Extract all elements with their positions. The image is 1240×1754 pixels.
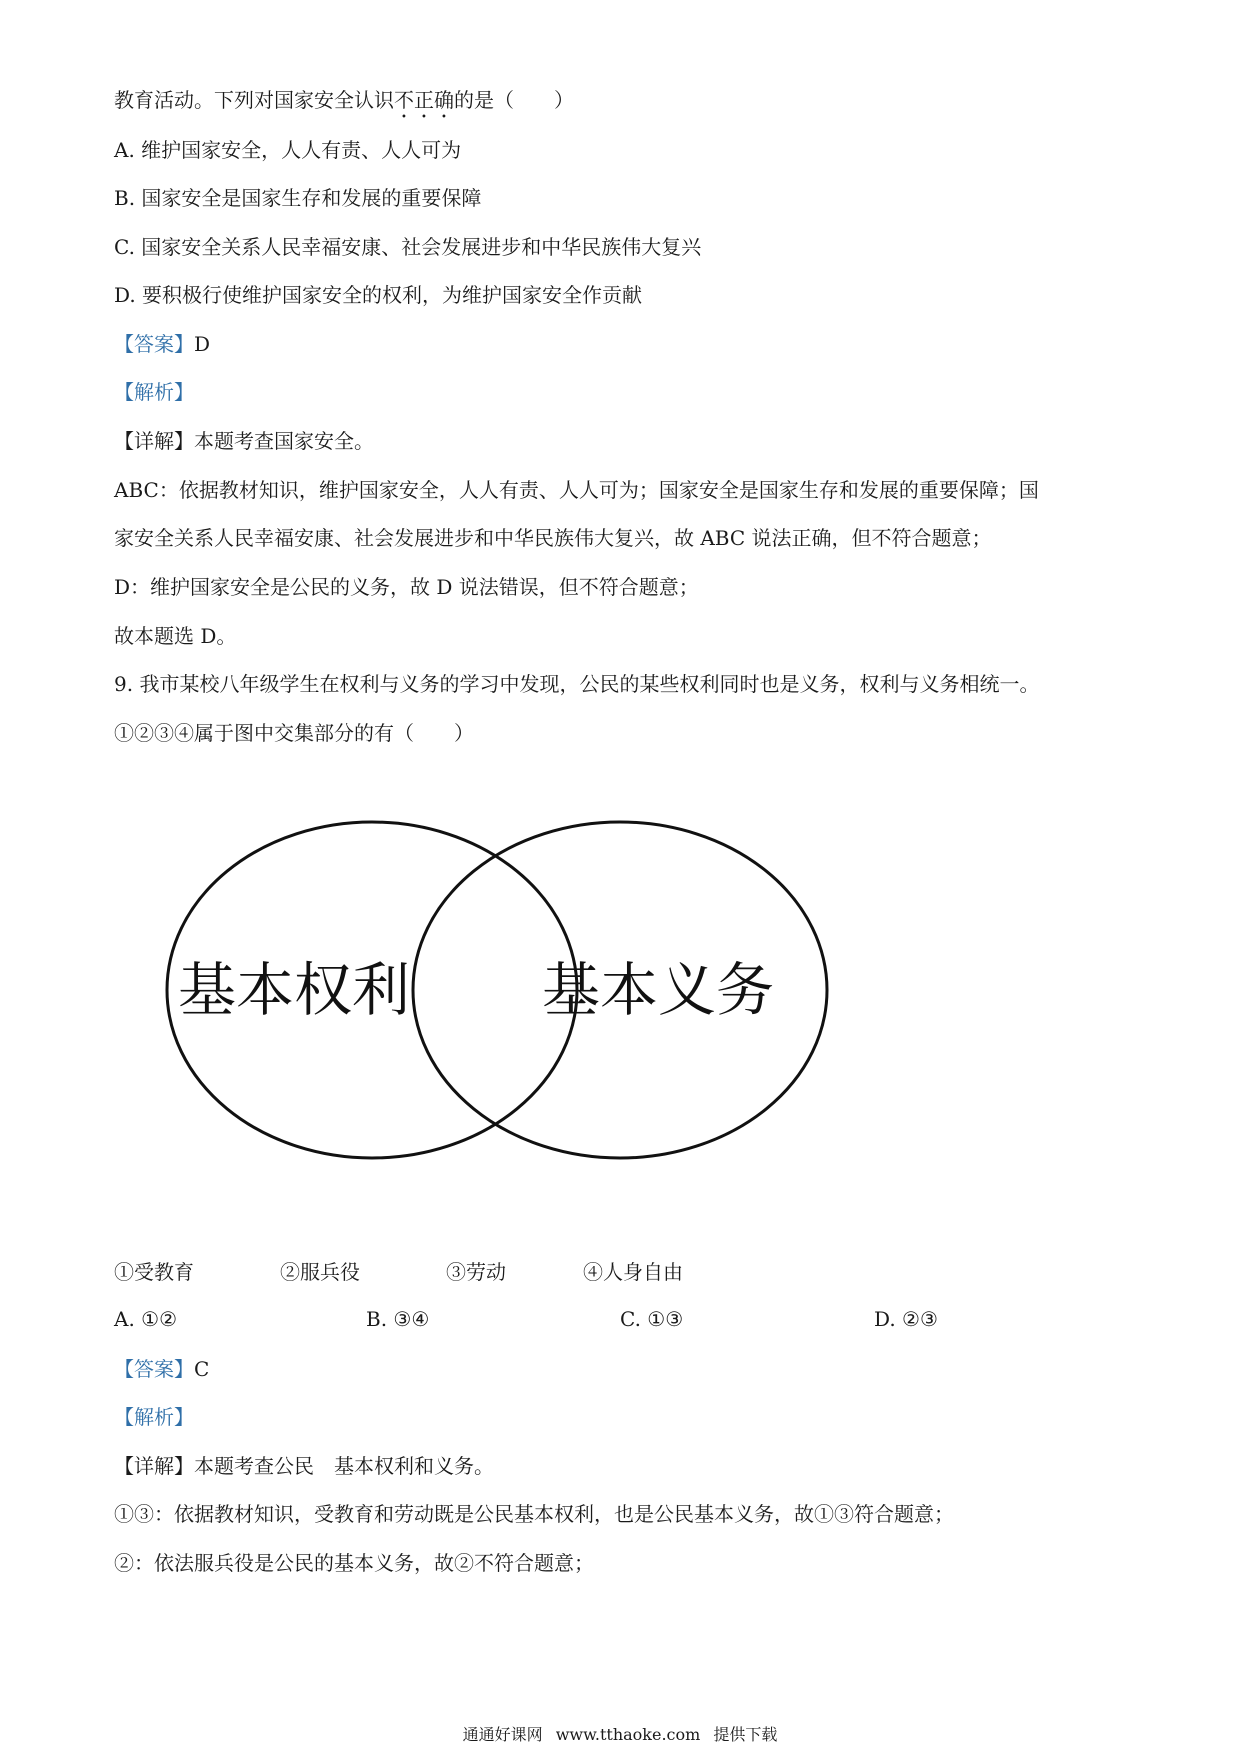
- q8-explanation-1: ABC：依据教材知识，维护国家安全，人人有责、人人可为；国家安全是国家生存和发展的重要保障；国: [114, 478, 1039, 502]
- q9-item-1: ①受教育: [114, 1260, 194, 1284]
- q9-option-b: B. ③④: [366, 1307, 430, 1331]
- q9-stem-line-1: 9. 我市某校八年级学生在权利与义务的学习中发现，公民的某些权利同时也是义务，权利与义务相统一。: [114, 672, 1040, 696]
- page-footer: [0, 1722, 1240, 1745]
- answer-tag: 【答案】: [114, 332, 194, 356]
- q8-option-b: B. 国家安全是国家生存和发展的重要保障: [114, 186, 482, 210]
- q9-explanation-1: ①③：依据教材知识，受教育和劳动既是公民基本权利，也是公民基本义务，故①③符合题意；: [114, 1502, 954, 1526]
- footer-site-name: 通通好课网: [462, 1725, 543, 1744]
- footer-url-link[interactable]: www.tthaoke.com: [555, 1725, 701, 1744]
- q8-stem-emphasis: 不正确: [394, 88, 454, 112]
- footer-suffix: 提供下载: [713, 1725, 778, 1744]
- q9-option-a: A. ①②: [114, 1307, 178, 1331]
- q8-option-a: A. 维护国家安全，人人有责、人人可为: [114, 138, 462, 162]
- q8-detail: 【详解】本题考查国家安全。: [114, 429, 374, 453]
- q9-option-c: C. ①③: [620, 1307, 684, 1331]
- q8-answer: 【答案】D: [114, 332, 211, 356]
- q9-item-3: ③劳动: [446, 1260, 506, 1284]
- answer-tag: 【答案】: [114, 1357, 194, 1381]
- venn-label-duties: 基本义务: [542, 956, 775, 1024]
- q8-explanation-3: D：维护国家安全是公民的义务，故 D 说法错误，但不符合题意；: [114, 575, 699, 599]
- q9-detail: 【详解】本题考查公民 基本权利和义务。: [114, 1454, 494, 1478]
- q8-option-c: C. 国家安全关系人民幸福安康、社会发展进步和中华民族伟大复兴: [114, 235, 702, 259]
- q9-option-d: D. ②③: [874, 1307, 938, 1331]
- venn-label-rights: 基本权利: [178, 956, 411, 1024]
- q8-option-d: D. 要积极行使维护国家安全的权利，为维护国家安全作贡献: [114, 283, 643, 307]
- q9-stem-line-2: ①②③④属于图中交集部分的有（ ）: [114, 721, 474, 745]
- q9-item-4: ④人身自由: [583, 1260, 683, 1284]
- q8-explanation-2: 家安全关系人民幸福安康、社会发展进步和中华民族伟大复兴，故 ABC 说法正确，但不符合题意；: [114, 526, 992, 550]
- q9-explanation-2: ②：依法服兵役是公民的基本义务，故②不符合题意；: [114, 1551, 594, 1575]
- q9-answer: 【答案】C: [114, 1357, 210, 1381]
- q8-stem: 教育活动。下列对国家安全认识不正确的是（ ）: [114, 88, 574, 112]
- q8-analysis-tag: 【解析】: [114, 380, 194, 404]
- q9-item-2: ②服兵役: [280, 1260, 360, 1284]
- venn-diagram: [150, 810, 840, 1170]
- q9-analysis-tag: 【解析】: [114, 1405, 194, 1429]
- q8-explanation-4: 故本题选 D。: [114, 624, 237, 648]
